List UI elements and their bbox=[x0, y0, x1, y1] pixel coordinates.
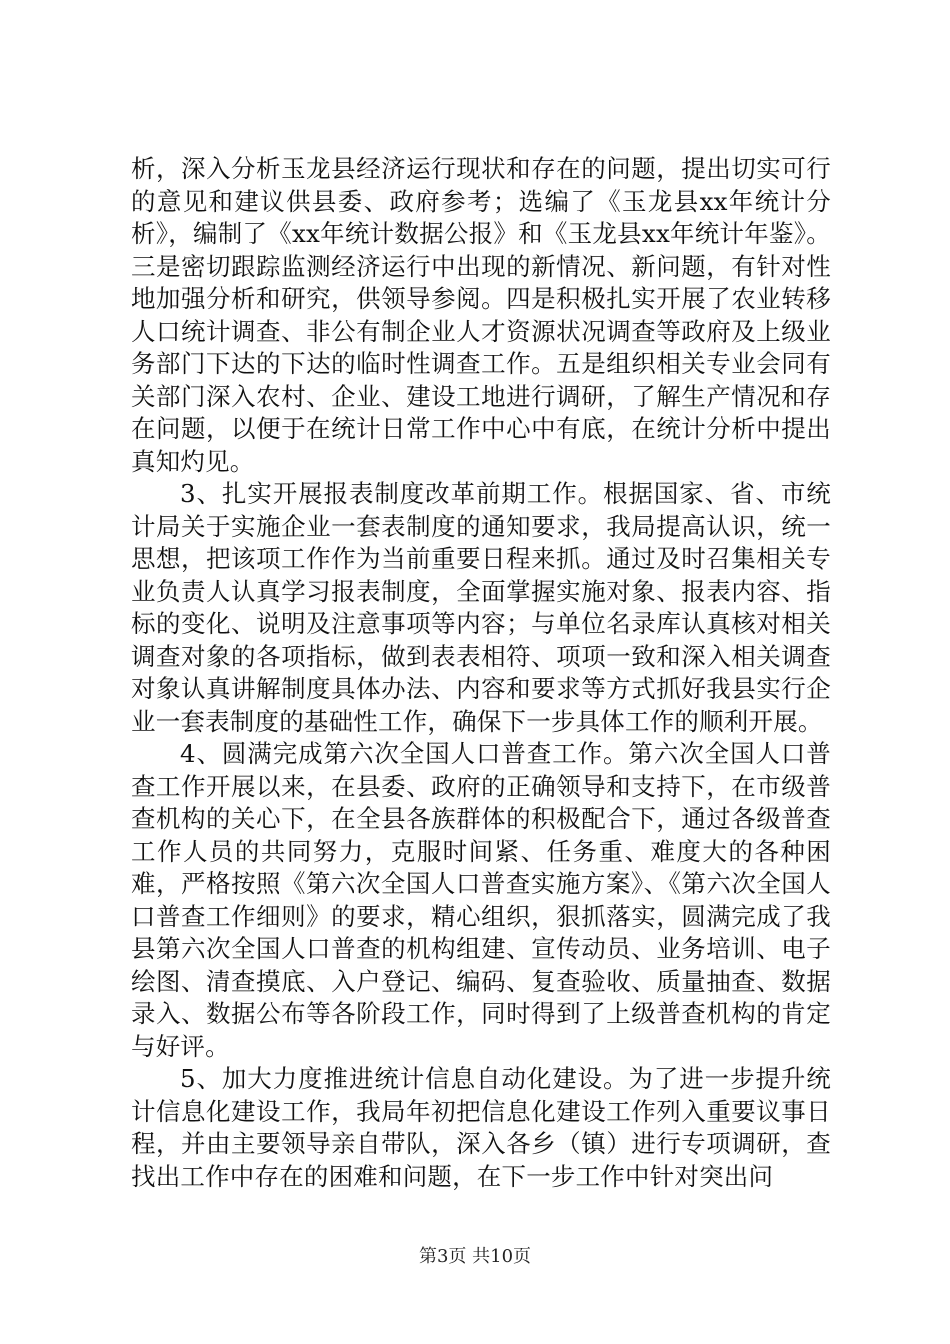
paragraph-continuation: 析，深入分析玉龙县经济运行现状和存在的问题，提出切实可行的意见和建议供县委、政府参考；选编了《玉龙县xx年统计分析》，编制了《xx年统计数据公报》和《玉龙县xx年统计年鉴》。三是密切跟踪监测经济运行中出现的新情况、新问题，有针对性地加强分析和研究，供领导参阅。四是积极扎实开展了农业转移人口统计调查、非公有制企业人才资源状况调查等政府及上级业务部门下达的下达的临时性调查工作。五是组织相关专业会同有关部门深入农村、企业、建设工地进行调研，了解生产情况和存在问题，以便于在统计日常工作中心中有底，在统计分析中提出真知灼见。 bbox=[131, 154, 831, 476]
page-number-footer: 第3页 共10页 bbox=[418, 1246, 532, 1267]
paragraph-item-4: 4、圆满完成第六次全国人口普查工作。第六次全国人口普查工作开展以来，在县委、政府的正确领导和支持下，在市级普查机构的关心下，在全县各族群体的积极配合下，通过各级普查工作人员的共同努力，克服时间紧、任务重、难度大的各种困难，严格按照《第六次全国人口普查实施方案》、《第六次全国人口普查工作细则》的要求，精心组织，狠抓落实，圆满完成了我县第六次全国人口普查的机构组建、宣传动员、业务培训、电子绘图、清查摸底、入户登记、编码、复查验收、质量抽查、数据录入、数据公布等各阶段工作，同时得到了上级普查机构的肯定与好评。 bbox=[131, 739, 831, 1061]
paragraph-item-3: 3、扎实开展报表制度改革前期工作。根据国家、省、市统计局关于实施企业一套表制度的通知要求，我局提高认识，统一思想，把该项工作作为当前重要日程来抓。通过及时召集相关专业负责人认真学习报表制度，全面掌握实施对象、报表内容、指标的变化、说明及注意事项等内容；与单位名录库认真核对相关调查对象的各项指标，做到表表相符、项项一致和深入相关调查对象认真讲解制度具体办法、内容和要求等方式抓好我县实行企业一套表制度的基础性工作，确保下一步具体工作的顺利开展。 bbox=[131, 479, 831, 736]
paragraph-item-5: 5、加大力度推进统计信息自动化建设。为了进一步提升统计信息化建设工作，我局年初把信息化建设工作列入重要议事日程，并由主要领导亲自带队，深入各乡（镇）进行专项调研，查找出工作中存在的困难和问题，在下一步工作中针对突出问 bbox=[131, 1064, 831, 1191]
document-body bbox=[131, 153, 831, 1193]
